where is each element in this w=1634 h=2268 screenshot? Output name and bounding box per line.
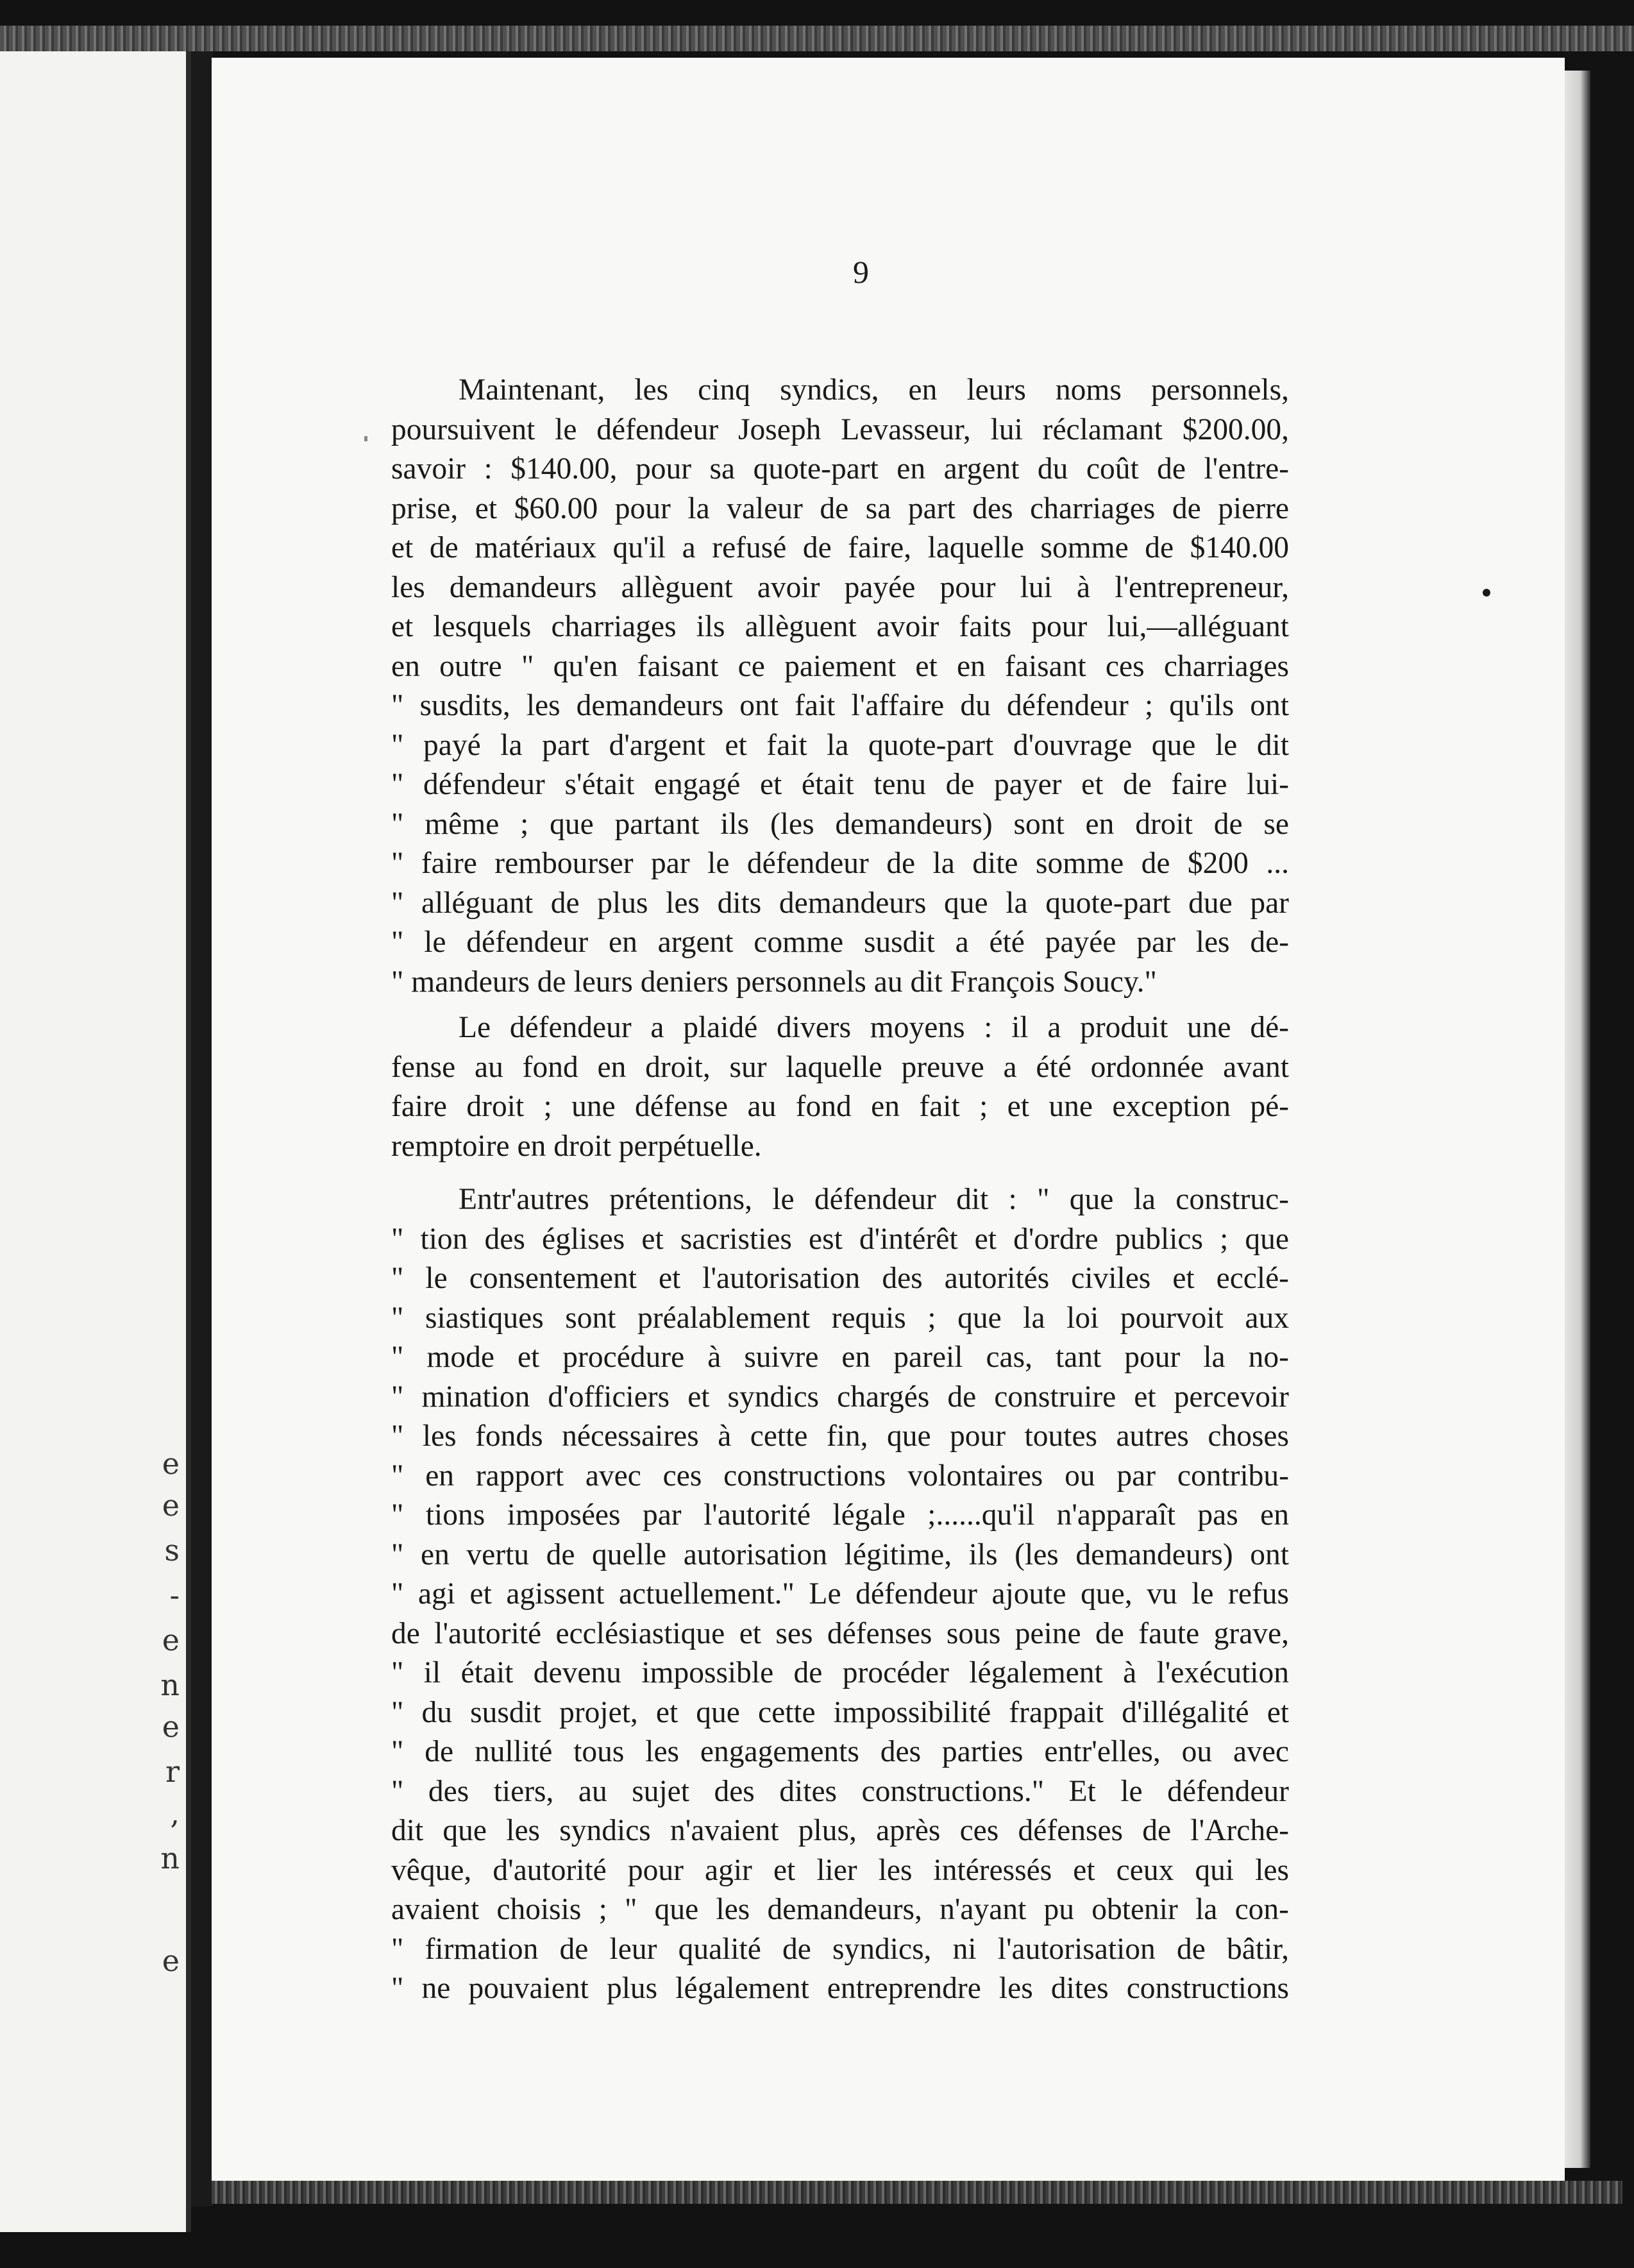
text-line: les demandeurs allèguent avoir payée pour lui à l'entrepreneur, [391, 570, 1289, 604]
text-line: savoir : $140.00, pour sa quote-part en argent du coût de l'entre- [391, 452, 1289, 486]
text-line: " susdits, les demandeurs ont fait l'affaire du défendeur ; qu'ils ont [391, 689, 1289, 722]
paragraph-3 [391, 1180, 1289, 2009]
paragraph-2 [391, 1008, 1289, 1166]
ink-speck [1483, 589, 1490, 597]
text-line: " en vertu de quelle autorisation légitime, ils (les demandeurs) ont [391, 1537, 1289, 1571]
text-line: poursuivent le défendeur Joseph Levasseur, lui réclamant $200.00, [391, 412, 1289, 446]
facing-page-fragment: , [170, 1796, 180, 1831]
text-line: " tion des églises et sacristies est d'intérêt et d'ordre publics ; que [391, 1222, 1289, 1256]
facing-page-fragment: e [162, 1623, 180, 1657]
text-line: de l'autorité ecclésiastique et ses défenses sous peine de faute grave, [391, 1616, 1289, 1650]
page-edge-shadow [1565, 71, 1590, 2168]
text-line: " le défendeur en argent comme susdit a été payée par les de- [391, 926, 1289, 959]
facing-page-fragment: e [162, 1943, 180, 1978]
text-line: " firmation de leur qualité de syndics, ni l'autorisation de bâtir, [391, 1932, 1289, 1966]
facing-page-fragment: s [164, 1533, 180, 1568]
text-line: " mode et procédure à suivre en pareil cas, tant pour la no- [391, 1341, 1289, 1374]
text-line: " agi et agissent actuellement." Le défendeur ajoute que, vu le refus [391, 1577, 1289, 1611]
text-line: " il était devenu impossible de procéder légalement à l'exécution [391, 1656, 1289, 1689]
text-line: et de matériaux qu'il a refusé de faire, laquelle somme de $140.00 [391, 531, 1289, 564]
page-number: 9 [853, 254, 869, 290]
text-line: Entr'autres prétentions, le défendeur dit : " que la construc- [459, 1183, 1289, 1216]
scan-top-border [0, 26, 1634, 51]
facing-page-fragment: e [162, 1446, 180, 1481]
text-line: " du susdit projet, et que cette impossibilité frappait d'illégalité et [391, 1695, 1289, 1729]
text-line: vêque, d'autorité pour agir et lier les intéressés et ceux qui les [391, 1853, 1289, 1887]
text-line: en outre " qu'en faisant ce paiement et en faisant ces charriages [391, 649, 1289, 683]
text-line: " les fonds nécessaires à cette fin, que pour toutes autres choses [391, 1419, 1289, 1453]
text-line: Le défendeur a plaidé divers moyens : il a produit une dé- [459, 1011, 1289, 1044]
text-line: " même ; que partant ils (les demandeurs) sont en droit de se [391, 807, 1289, 841]
facing-page-fragment: n [160, 1841, 180, 1875]
text-line: " ne pouvaient plus légalement entreprendre les dites constructions [391, 1972, 1289, 2005]
paragraph-1 [391, 371, 1289, 1002]
text-line: dit que les syndics n'avaient plus, après ces défenses de l'Arche- [391, 1814, 1289, 1847]
text-line: " siastiques sont préalablement requis ; que la loi pourvoit aux [391, 1301, 1289, 1335]
facing-page-fragment: e [162, 1709, 180, 1744]
text-line: " de nullité tous les engagements des parties entr'elles, ou avec [391, 1735, 1289, 1768]
scan-bottom-border [212, 2181, 1622, 2204]
text-line: avaient choisis ; " que les demandeurs, n'ayant pu obtenir la con- [391, 1893, 1289, 1926]
book-gutter [191, 51, 213, 2206]
text-line: " faire rembourser par le défendeur de la dite somme de $200 ... [391, 847, 1289, 880]
text-line: " en rapport avec ces constructions volontaires ou par contribu- [391, 1459, 1289, 1493]
text-line: remptoire en droit perpétuelle. [391, 1129, 762, 1163]
text-line: prise, et $60.00 pour la valeur de sa part des charriages de pierre [391, 491, 1289, 525]
text-line: " payé la part d'argent et fait la quote-part d'ouvrage que le dit [391, 728, 1289, 762]
facing-page-fragment: r [165, 1754, 180, 1789]
body-text [391, 371, 1289, 2009]
ink-speck [364, 436, 367, 441]
text-line: " des tiers, au sujet des dites constructions." Et le défendeur [391, 1774, 1289, 1808]
facing-page-edge [0, 51, 191, 2232]
text-line: " mination d'officiers et syndics chargés de construire et percevoir [391, 1380, 1289, 1414]
text-line: et lesquels charriages ils allèguent avoir faits pour lui,—alléguant [391, 610, 1289, 643]
text-line: " le consentement et l'autorisation des autorités civiles et ecclé- [391, 1262, 1289, 1295]
text-line: fense au fond en droit, sur laquelle preuve a été ordonnée avant [391, 1050, 1289, 1084]
text-line: faire droit ; une défense au fond en fait ; et une exception pé- [391, 1090, 1289, 1123]
text-line: " défendeur s'était engagé et était tenu de payer et de faire lui- [391, 768, 1289, 801]
text-line: " mandeurs de leurs deniers personnels au dit François Soucy." [391, 965, 1157, 999]
facing-page-fragment: n [160, 1668, 180, 1702]
text-line: Maintenant, les cinq syndics, en leurs noms personnels, [459, 373, 1289, 407]
text-line: " alléguant de plus les dits demandeurs que la quote-part due par [391, 886, 1289, 920]
facing-page-fragment: - [169, 1578, 180, 1612]
text-line: " tions imposées par l'autorité légale ;......qu'il n'apparaît pas en [391, 1498, 1289, 1532]
facing-page-fragment: e [162, 1488, 180, 1523]
